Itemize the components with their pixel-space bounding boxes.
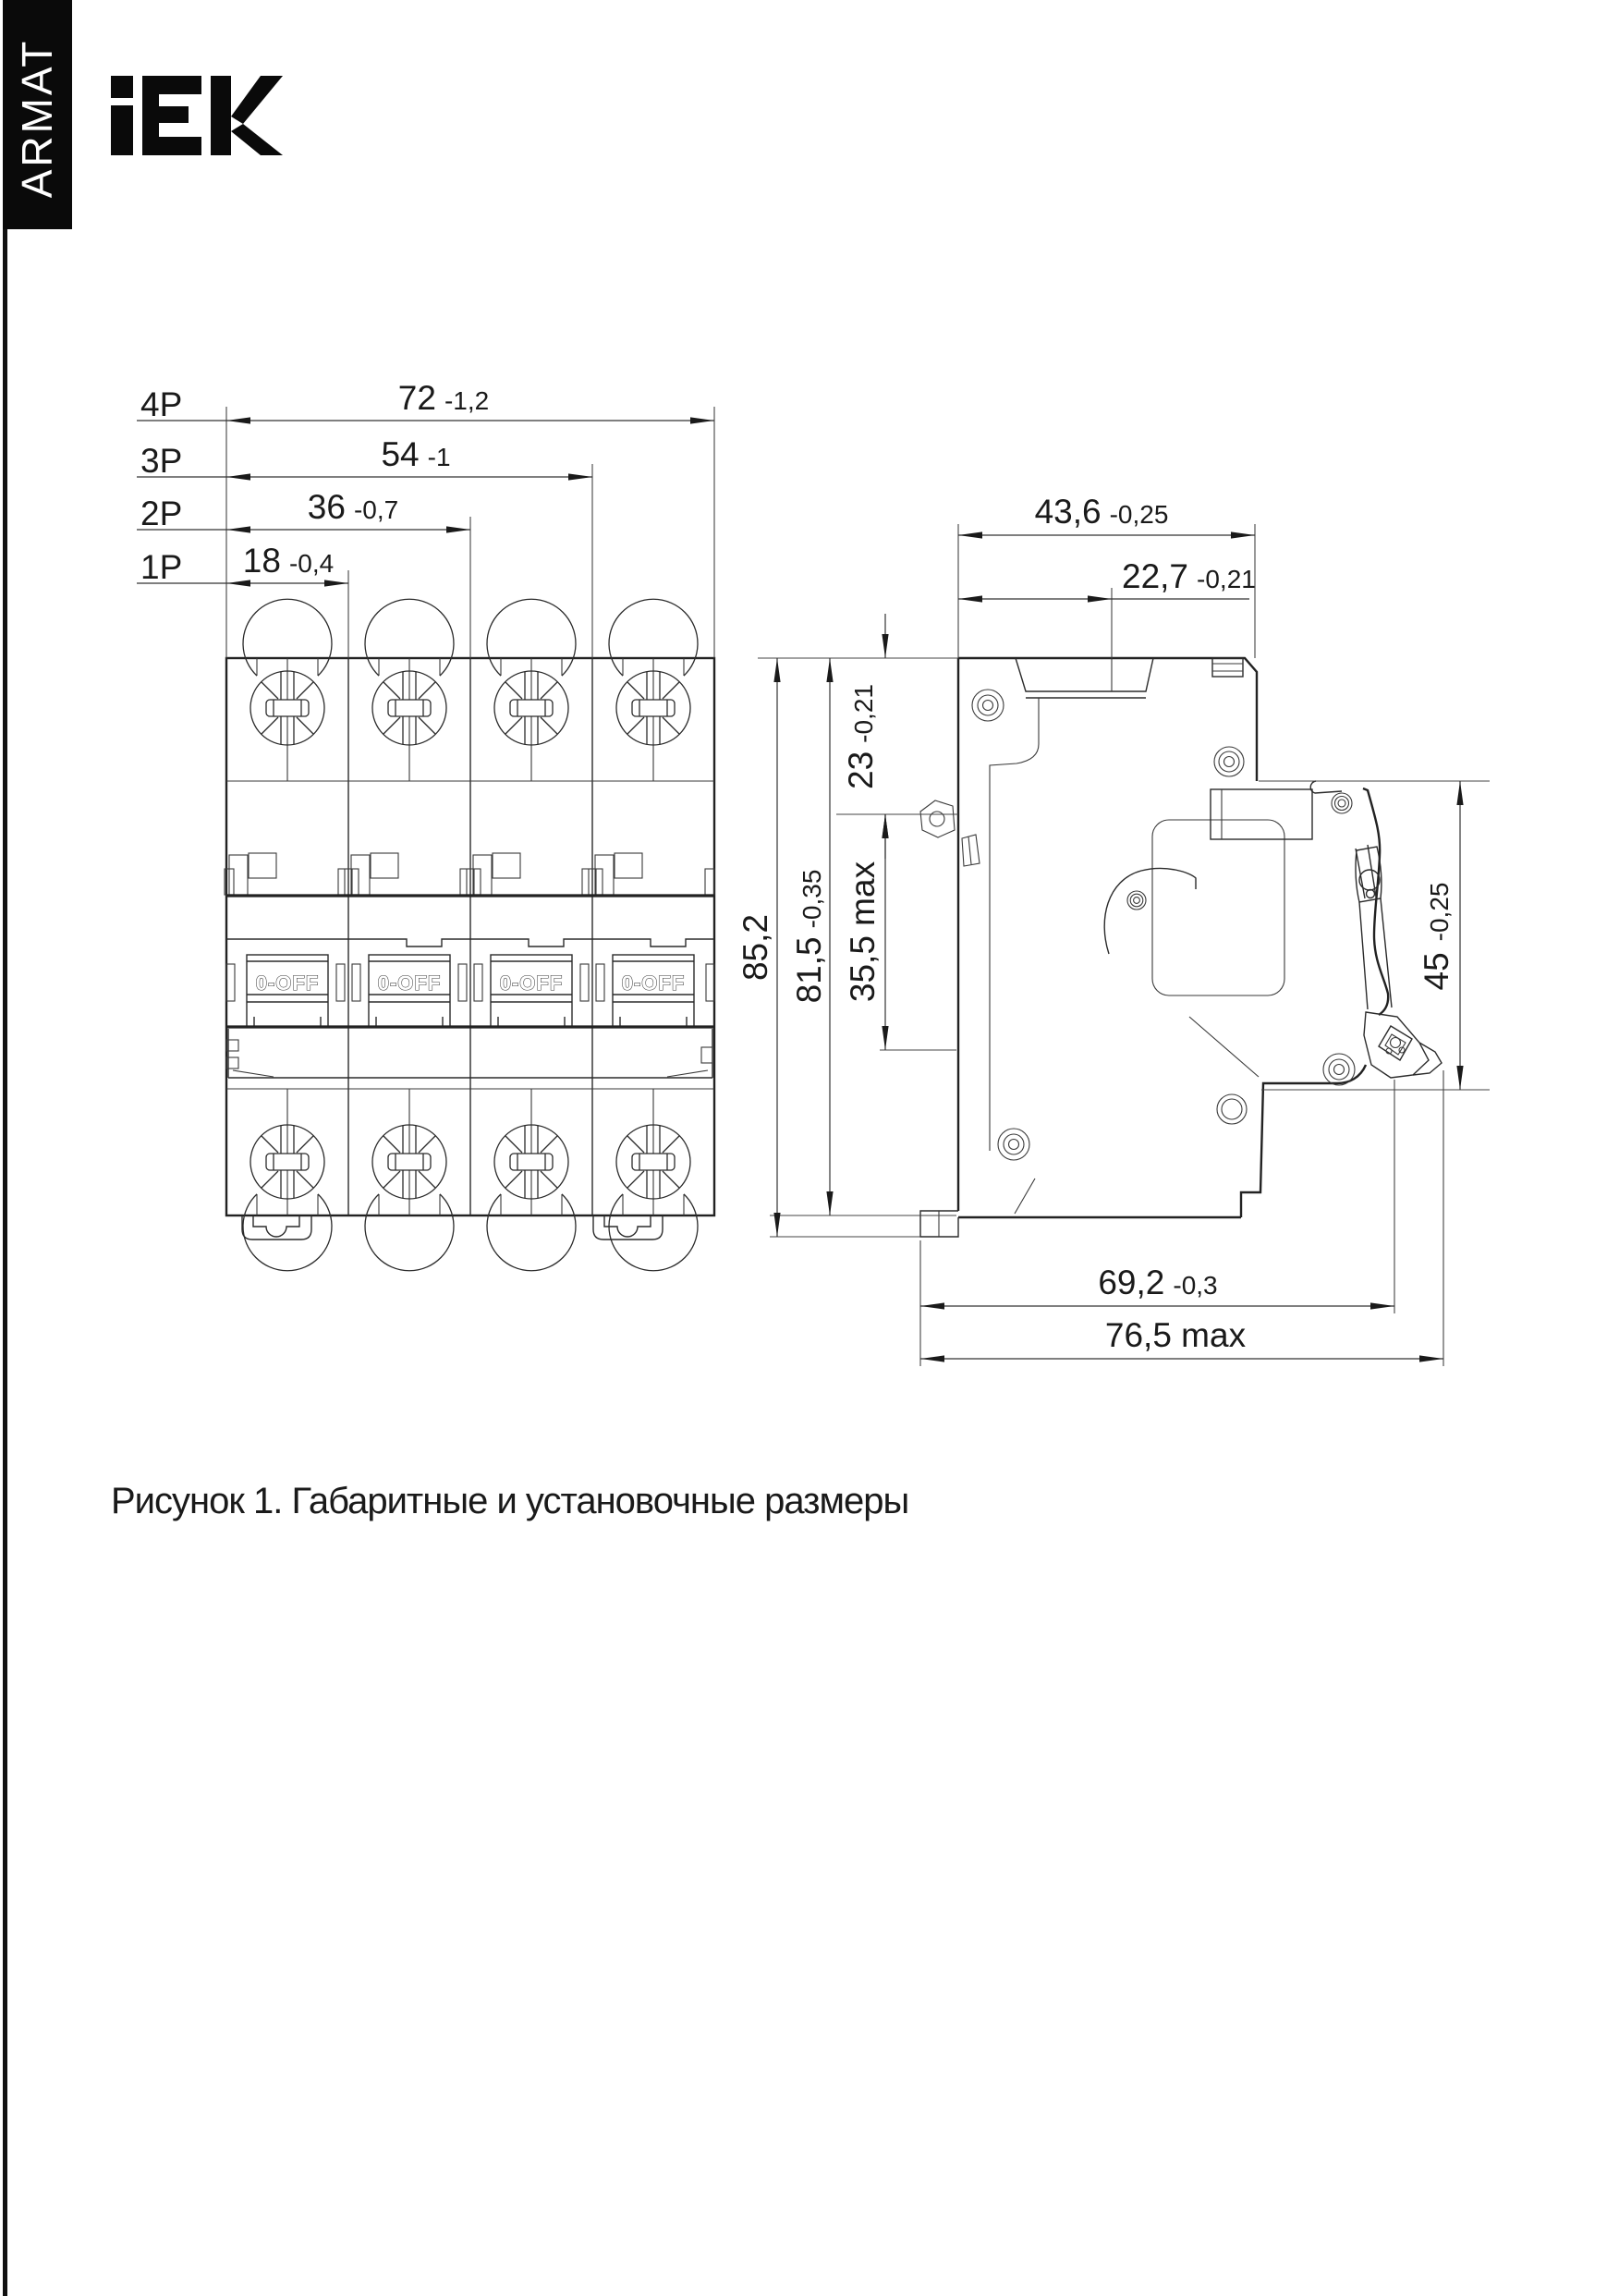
svg-text:22,7-0,21 <box>1122 557 1256 595</box>
dim-overall-height: 85,2 <box>736 913 774 982</box>
svg-text:81,5-0,35 <box>790 870 828 1004</box>
pole-label-4p: 4P <box>140 385 183 423</box>
handle-label-2: 0-OFF <box>377 971 442 995</box>
dim-top-to-latch-tol: -0,21 <box>849 684 878 743</box>
iek-logo <box>111 76 283 155</box>
dim-body-height-tol: -0,35 <box>797 869 826 929</box>
dim-depth-max: 76,5 max <box>1104 1316 1247 1354</box>
left-border-rule <box>3 0 7 2296</box>
dim-depth-total-tol: -0,25 <box>1109 500 1169 529</box>
dim-width-3p-tol: -1 <box>427 443 451 471</box>
figure-caption: Рисунок 1. Габаритные и установочные размеры <box>111 1481 909 1521</box>
dim-top-to-latch: 23 <box>842 751 880 789</box>
svg-text:54-1 <box>381 435 450 473</box>
dim-handle-zone: 35,5 max <box>844 861 882 1003</box>
dim-width-3p: 54 <box>381 435 420 473</box>
handle-label-1: 0-OFF <box>255 971 320 995</box>
dim-width-4p-tol: -1,2 <box>444 386 490 415</box>
svg-text:43,6-0,25 <box>1035 493 1169 531</box>
pole-label-2p: 2P <box>140 495 183 532</box>
pole-label-1p: 1P <box>140 548 183 586</box>
dim-width-2p-tol: -0,7 <box>353 495 399 524</box>
svg-text:76,5 max <box>1105 1316 1247 1354</box>
dim-depth-to-handle-tol: -0,3 <box>1173 1271 1218 1300</box>
svg-text:69,2-0,3 <box>1098 1264 1217 1301</box>
handle-label-3: 0-OFF <box>499 971 564 995</box>
svg-text:18-0,4 <box>243 542 334 580</box>
dim-depth-upper-tol: -0,21 <box>1197 565 1256 593</box>
pole-label-3p: 3P <box>140 442 183 480</box>
dimension-ladder-poles <box>137 379 714 658</box>
svg-text:85,2 <box>736 914 774 981</box>
handle-label-4: 0-OFF <box>621 971 686 995</box>
dim-depth-total: 43,6 <box>1034 493 1102 531</box>
svg-text:45-0,25 <box>1418 883 1455 991</box>
dim-depth-to-handle: 69,2 <box>1098 1264 1165 1301</box>
dimension-depths-top <box>958 493 1256 658</box>
dim-width-2p: 36 <box>307 488 346 526</box>
dim-body-height: 81,5 <box>790 936 828 1004</box>
svg-text:23-0,21 <box>842 684 880 789</box>
dim-width-4p: 72 <box>397 379 436 417</box>
dim-front-face-height: 45 <box>1418 952 1455 991</box>
dim-width-1p-tol: -0,4 <box>288 549 335 578</box>
armat-series-bar <box>3 0 72 229</box>
side-view <box>920 658 1442 1237</box>
svg-text:36-0,7 <box>308 488 398 526</box>
svg-text:35,5 max <box>844 861 882 1002</box>
dim-depth-upper: 22,7 <box>1122 557 1189 595</box>
front-view <box>225 599 714 1271</box>
dimension-heights <box>736 614 958 1237</box>
dim-width-1p: 18 <box>242 542 281 580</box>
svg-text:72-1,2 <box>398 379 489 417</box>
dim-front-face-height-tol: -0,25 <box>1425 882 1454 942</box>
armat-series-label: ARMAT <box>13 38 61 199</box>
